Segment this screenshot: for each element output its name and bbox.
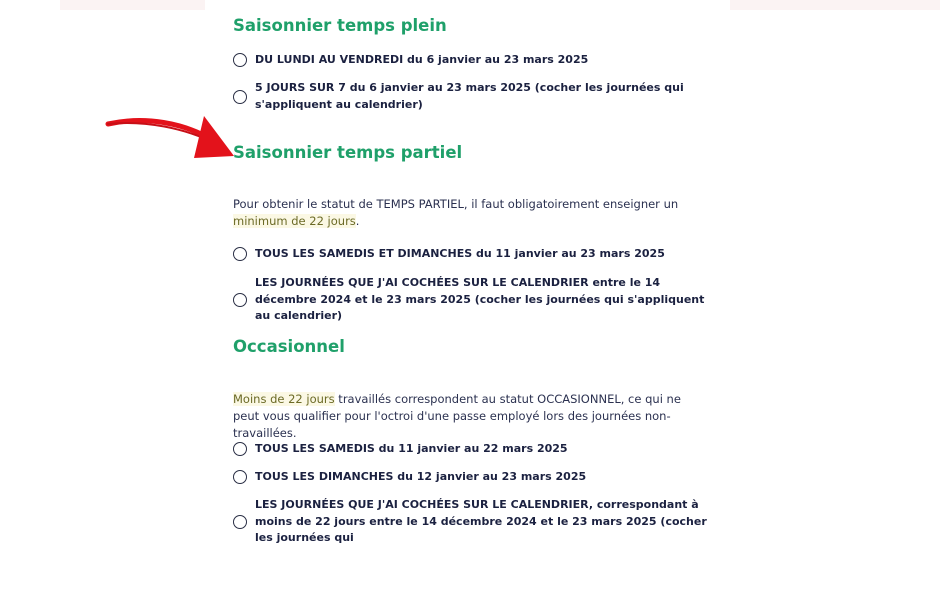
radio-button[interactable] <box>233 53 247 67</box>
highlighted-text: Moins de 22 jours <box>233 392 335 406</box>
option-5-jours-sur-7[interactable] <box>233 80 713 113</box>
paragraph-text: travaillés correspondent au statut OCCASIONNEL, ce qui ne peut vous qualifier pour l'octroi d'une passe employé lors des journées non-travaillées. <box>233 392 681 440</box>
radio-button[interactable] <box>233 293 247 307</box>
radio-button[interactable] <box>233 247 247 261</box>
radio-button[interactable] <box>233 90 247 104</box>
option-label: TOUS LES DIMANCHES du 12 janvier au 23 mars 2025 <box>255 470 587 483</box>
option-label: LES JOURNÉES QUE J'AI COCHÉES SUR LE CALENDRIER, correspondant à moins de 22 jours entre le 14 décembre 2024 et le 23 mars 2025 (cocher les journées qui <box>255 498 707 544</box>
red-arrow-icon <box>104 108 236 164</box>
section-title-temps-partiel: Saisonnier temps partiel <box>233 143 463 162</box>
option-label: DU LUNDI AU VENDREDI du 6 janvier au 23 mars 2025 <box>255 53 589 66</box>
paragraph-text: . <box>355 214 360 228</box>
option-dimanches[interactable] <box>233 469 713 486</box>
option-label: TOUS LES SAMEDIS du 11 janvier au 22 mars 2025 <box>255 442 568 455</box>
temps-partiel-description <box>233 196 703 230</box>
option-label: LES JOURNÉES QUE J'AI COCHÉES SUR LE CALENDRIER entre le 14 décembre 2024 et le 23 mars 2025 (cocher les journées qui s'appliquent au calendrier) <box>255 276 705 322</box>
option-label: 5 JOURS SUR 7 du 6 janvier au 23 mars 2025 (cocher les journées qui s'appliquent au calendrier) <box>255 81 684 111</box>
option-samedis-dimanches[interactable] <box>233 246 713 263</box>
section-title-occasionnel: Occasionnel <box>233 337 345 356</box>
option-samedis[interactable] <box>233 441 713 458</box>
highlighted-text: minimum de 22 jours <box>233 214 356 228</box>
radio-button[interactable] <box>233 470 247 484</box>
top-banner-right <box>730 0 940 10</box>
option-journees-cochees-occasionnel[interactable] <box>233 497 713 547</box>
option-lundi-vendredi[interactable] <box>233 52 713 69</box>
radio-button[interactable] <box>233 442 247 456</box>
paragraph-text: Pour obtenir le statut de TEMPS PARTIEL, il faut obligatoirement enseigner un <box>233 197 679 211</box>
section-title-temps-plein: Saisonnier temps plein <box>233 16 447 35</box>
option-journees-cochees-partiel[interactable] <box>233 275 713 325</box>
occasionnel-description <box>233 391 703 442</box>
option-label: TOUS LES SAMEDIS ET DIMANCHES du 11 janvier au 23 mars 2025 <box>255 247 665 260</box>
radio-button[interactable] <box>233 515 247 529</box>
top-banner-left <box>60 0 205 10</box>
